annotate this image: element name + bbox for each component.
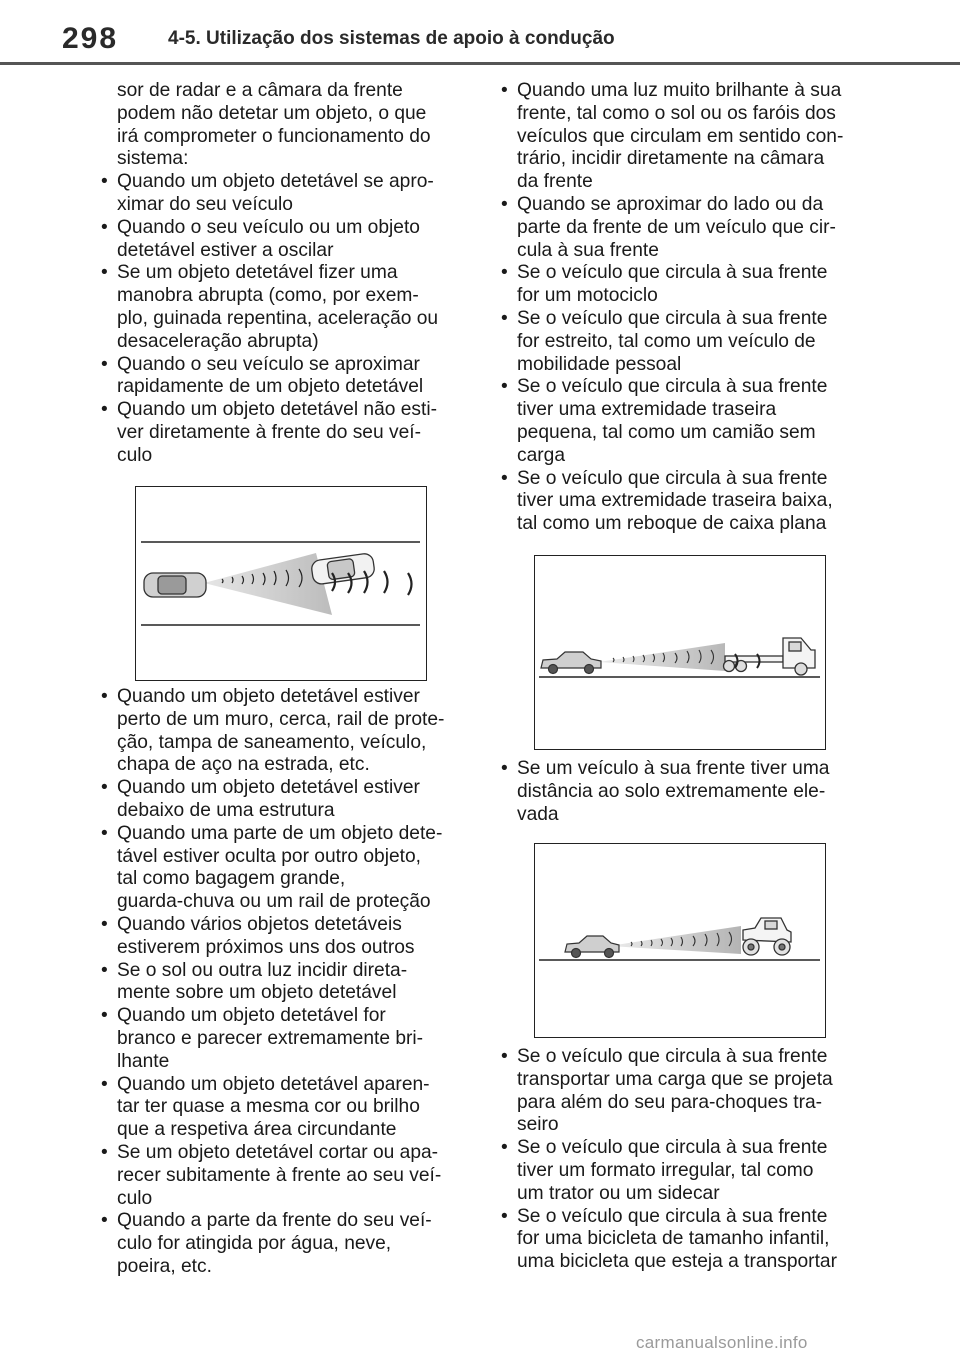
bullet-list — [92, 686, 472, 1279]
text-line: • Se um objeto detetável fizer uma — [117, 262, 398, 284]
text-line: for uma bicicleta de tamanho infantil, — [517, 1228, 830, 1250]
text-line: desaceleração abrupta) — [117, 330, 319, 352]
figure-oscillating-object — [135, 486, 427, 681]
bullet-item — [92, 914, 472, 960]
text-line: mobilidade pessoal — [517, 353, 682, 375]
bullet-item — [492, 758, 877, 826]
text-line: cula à sua frente — [517, 239, 659, 261]
figure-high-clearance-vehicle — [534, 843, 826, 1038]
left-column-top — [92, 80, 472, 468]
intro-paragraph — [92, 80, 472, 171]
text-line: culo — [117, 444, 153, 466]
bullet-item — [492, 468, 877, 536]
text-line: perto de um muro, cerca, rail de prote- — [117, 708, 445, 730]
text-line: da frente — [517, 171, 593, 193]
text-line: for um motociclo — [517, 285, 658, 307]
text-line: ver diretamente à frente do seu veí- — [117, 421, 421, 443]
own-car — [565, 936, 619, 958]
chapter-title: 4-5. Utilização dos sistemas de apoio à condução — [168, 28, 615, 49]
bullet-item — [92, 1142, 472, 1210]
text-line: • Quando um objeto detetável não esti- — [117, 399, 438, 421]
text-line: veículos que circulam em sentido con- — [517, 125, 844, 147]
lifted-truck — [743, 918, 791, 955]
text-line: chapa de aço na estrada, etc. — [117, 754, 370, 776]
text-line: tiver uma extremidade traseira baixa, — [517, 490, 833, 512]
bullet-item — [92, 1005, 472, 1073]
right-column-middle — [492, 758, 877, 826]
bullet-item — [492, 80, 877, 194]
text-line: plo, guinada repentina, aceleração ou — [117, 307, 439, 329]
text-line: frente, tal como o sol ou os faróis dos — [517, 102, 836, 124]
text-line: vada — [517, 803, 559, 825]
text-line: tiver um formato irregular, tal como — [517, 1159, 814, 1181]
text-line: • Se um objeto detetável cortar ou apa- — [117, 1141, 439, 1163]
text-line: detetável estiver a oscilar — [117, 239, 334, 261]
text-line: • Quando um objeto detetável aparen- — [117, 1073, 430, 1095]
page-number: 298 — [62, 22, 119, 55]
bullet-item — [92, 171, 472, 217]
text-line: • Se o veículo que circula à sua frente — [517, 1046, 828, 1067]
text-line: • Quando o seu veículo se aproximar — [117, 353, 420, 375]
bullet-item — [92, 823, 472, 914]
text-line: • Quando um objeto detetável for — [117, 1005, 386, 1027]
text-line: • Quando um objeto detetável estiver — [117, 686, 420, 707]
text-line: lhante — [117, 1050, 170, 1072]
bullet-list — [92, 171, 472, 467]
text-line: • Quando um objeto detetável se apro- — [117, 171, 434, 193]
bullet-item — [92, 777, 472, 823]
bullet-item — [492, 1137, 877, 1205]
text-line: recer subitamente à frente ao seu veí- — [117, 1164, 442, 1186]
bullet-item — [492, 194, 877, 262]
text-line: tável estiver oculta por outro objeto, — [117, 845, 421, 867]
bullet-item — [92, 1210, 472, 1278]
text-line: que a respetiva área circundante — [117, 1119, 397, 1141]
page-header — [0, 0, 960, 66]
text-line: • Se o veículo que circula à sua frente — [517, 467, 828, 489]
bullet-list — [492, 80, 877, 536]
text-line: para além do seu para-choques tra- — [517, 1091, 823, 1113]
bullet-item — [92, 686, 472, 777]
text-line: podem não detetar um objeto, o que — [117, 102, 427, 124]
text-line: culo for atingida por água, neve, — [117, 1233, 392, 1255]
text-line: guarda-chuva ou um rail de proteção — [117, 891, 431, 913]
bullet-item — [92, 354, 472, 400]
text-line: irá comprometer o funcionamento do — [117, 125, 431, 147]
text-line: uma bicicleta que esteja a transportar — [517, 1251, 837, 1273]
text-line: seiro — [517, 1114, 559, 1136]
text-line: estiverem próximos uns dos outros — [117, 936, 415, 958]
text-line: mente sobre um objeto detetável — [117, 982, 397, 1004]
bullet-list — [492, 758, 877, 826]
watermark: carmanualsonline.info — [636, 1333, 808, 1352]
bullet-item — [92, 217, 472, 263]
text-line: branco e parecer extremamente bri- — [117, 1027, 424, 1049]
own-car — [144, 573, 206, 597]
text-line: distância ao solo extremamente ele- — [517, 780, 826, 802]
text-line: • Quando vários objetos detetáveis — [117, 913, 402, 935]
text-line: sistema: — [117, 148, 189, 170]
text-line: • Se o veículo que circula à sua frente — [517, 376, 828, 398]
bullet-item — [92, 399, 472, 467]
text-line: tiver uma extremidade traseira — [517, 399, 777, 421]
bullet-item — [492, 262, 877, 308]
text-line: trário, incidir diretamente na câmara — [517, 148, 825, 170]
text-line: sor de radar e a câmara da frente — [117, 80, 403, 101]
text-line: um trator ou um sidecar — [517, 1182, 720, 1204]
bullet-item — [92, 1074, 472, 1142]
text-line: • Se o veículo que circula à sua frente — [517, 1205, 828, 1227]
bullet-item — [92, 960, 472, 1006]
text-line: • Quando um objeto detetável estiver — [117, 777, 420, 799]
oscillating-car — [311, 553, 376, 585]
text-line: • Se o veículo que circula à sua frente — [517, 307, 828, 329]
right-column-top — [492, 80, 877, 536]
text-line: tal como bagagem grande, — [117, 868, 346, 890]
text-line: ximar do seu veículo — [117, 193, 293, 215]
text-line: tar ter quase a mesma cor ou brilho — [117, 1096, 420, 1118]
bullet-list — [492, 1046, 877, 1274]
text-line: • Quando uma luz muito brilhante à sua — [517, 80, 842, 101]
left-column-bottom — [92, 686, 472, 1279]
text-line: • Quando se aproximar do lado ou da — [517, 193, 824, 215]
bullet-item — [492, 376, 877, 467]
text-line: manobra abrupta (como, por exem- — [117, 285, 419, 307]
text-line: • Se o veículo que circula à sua frente — [517, 1137, 828, 1159]
text-line: • Quando a parte da frente do seu veí- — [117, 1210, 432, 1232]
figure-flatbed-trailer — [534, 555, 826, 750]
bullet-item — [492, 1046, 877, 1137]
text-line: tal como um reboque de caixa plana — [517, 513, 827, 535]
text-line: culo — [117, 1187, 153, 1209]
text-line: • Quando o seu veículo ou um objeto — [117, 216, 420, 238]
text-line: • Se um veículo à sua frente tiver uma — [517, 758, 830, 779]
bullet-item — [492, 308, 877, 376]
right-column-bottom — [492, 1046, 877, 1274]
text-line: rapidamente de um objeto detetável — [117, 376, 424, 398]
text-line: parte da frente de um veículo que cir- — [517, 216, 836, 238]
text-line: carga — [517, 444, 565, 466]
bullet-item — [492, 1206, 877, 1274]
text-line: poeira, etc. — [117, 1255, 212, 1277]
bullet-item — [92, 262, 472, 353]
text-line: • Se o sol ou outra luz incidir direta- — [117, 959, 408, 981]
text-line: • Se o veículo que circula à sua frente — [517, 262, 828, 284]
text-line: transportar uma carga que se projeta — [517, 1068, 833, 1090]
text-line: debaixo de uma estrutura — [117, 799, 335, 821]
text-line: for estreito, tal como um veículo de — [517, 330, 816, 352]
own-car — [541, 652, 601, 674]
text-line: pequena, tal como um camião sem — [517, 421, 816, 443]
header-divider — [0, 62, 960, 65]
text-line: • Quando uma parte de um objeto dete- — [117, 822, 443, 844]
text-line: ção, tampa de saneamento, veículo, — [117, 731, 427, 753]
